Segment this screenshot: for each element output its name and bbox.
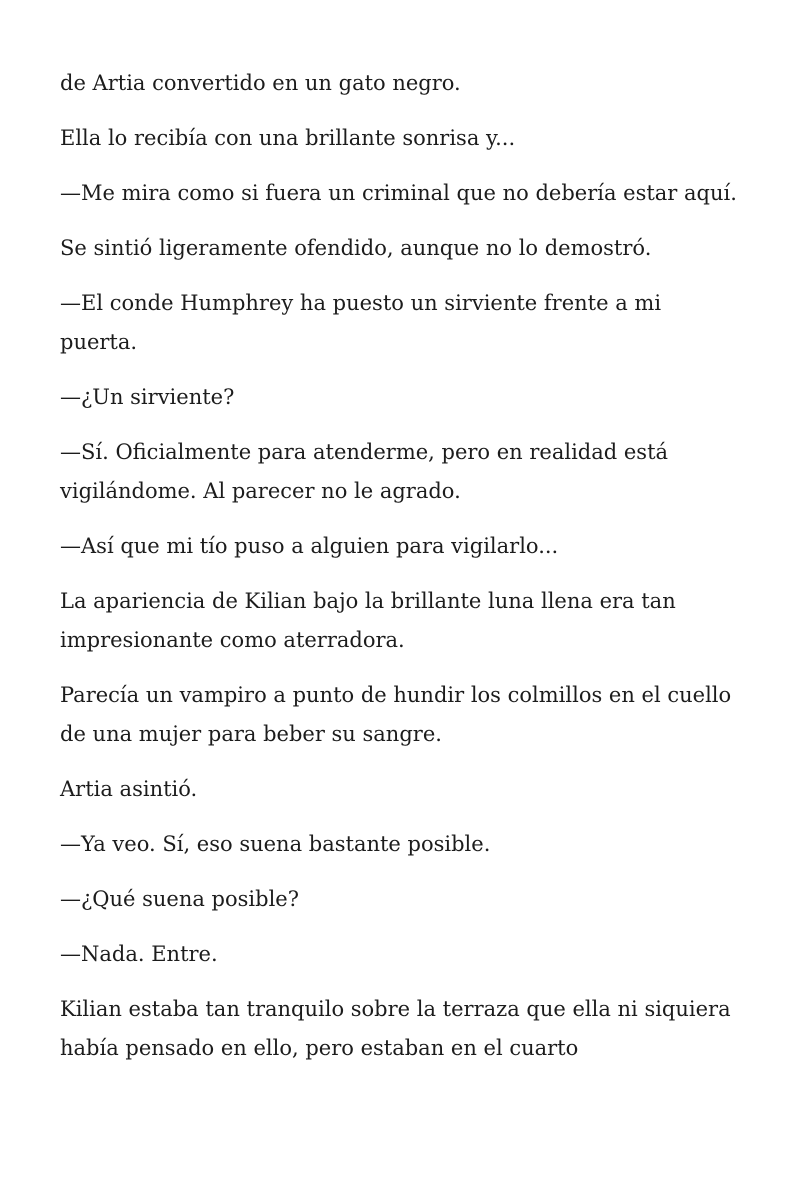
paragraph: —Me mira como si fuera un criminal que no debería estar aquí. [60, 181, 737, 205]
paragraph: La apariencia de Kilian bajo la brillante luna llena era tan impresionante como aterradora. [60, 589, 676, 652]
paragraph: Ella lo recibía con una brillante sonrisa y... [60, 126, 516, 150]
paragraph: —Sí. Oficialmente para atenderme, pero en realidad está vigilándome. Al parecer no le agrado. [60, 440, 669, 503]
paragraph: Kilian estaba tan tranquilo sobre la terraza que ella ni siquiera había pensado en ello, pero estaban en el cuarto [60, 997, 731, 1060]
paragraph: —¿Qué suena posible? [60, 887, 299, 911]
paragraph: —Así que mi tío puso a alguien para vigilarlo... [60, 534, 559, 558]
paragraph: de Artia convertido en un gato negro. [60, 71, 461, 95]
paragraph: —El conde Humphrey ha puesto un sirviente frente a mi puerta. [60, 291, 662, 354]
paragraph: —Nada. Entre. [60, 942, 218, 966]
paragraph: Artia asintió. [60, 777, 198, 801]
paragraph: —¿Un sirviente? [60, 385, 235, 409]
paragraph: —Ya veo. Sí, eso suena bastante posible. [60, 832, 491, 856]
paragraph: Se sintió ligeramente ofendido, aunque no lo demostró. [60, 236, 652, 260]
paragraph: Parecía un vampiro a punto de hundir los colmillos en el cuello de una mujer para beber su sangre. [60, 683, 732, 746]
